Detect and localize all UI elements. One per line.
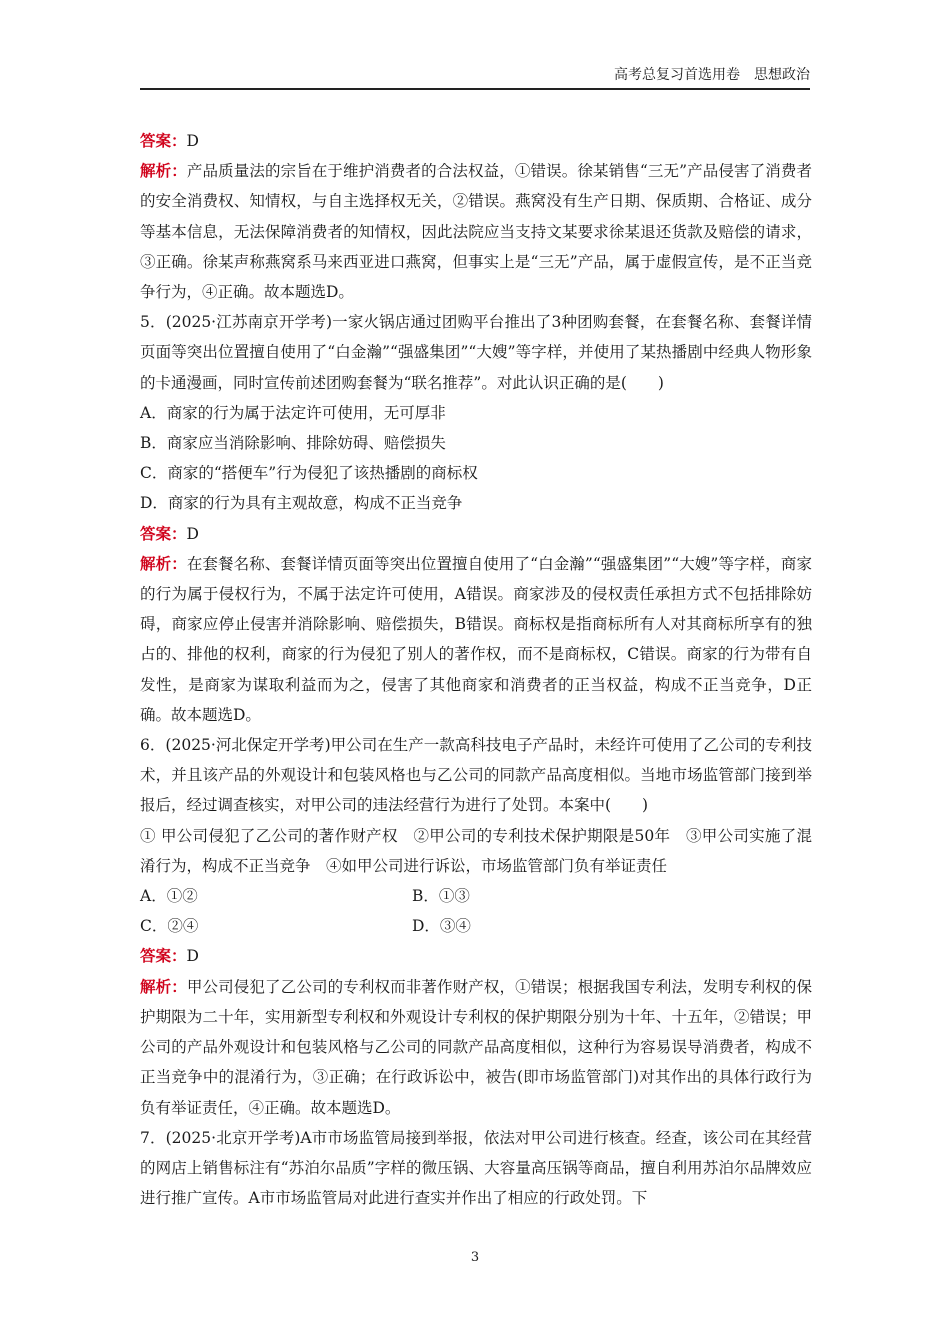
q6-option-a: A．①② bbox=[140, 887, 198, 906]
answer-value: D bbox=[186, 132, 199, 150]
analysis-label: 解析： bbox=[140, 161, 187, 181]
header-title: 高考总复习首选用卷 思想政治 bbox=[614, 67, 810, 83]
answer-label: 答案： bbox=[140, 131, 187, 150]
page-content bbox=[140, 126, 812, 1213]
answer-value: D bbox=[186, 524, 199, 543]
q4-analysis bbox=[140, 156, 812, 307]
analysis-text: 在套餐名称、套餐详情页面等突出位置擅自使用了“白金瀚”“强盛集团”“大嫂”等字样，商家的行为属于侵权行为，不属于法定许可使用，A错误。商家涉及的侵权责任承担方式不包括排除妨碍，商家应停止侵害并消除影响、赔偿损失，B错误。商标权是指商标所有人对其商标所享有的独占的、排他的权利，商家的行为侵犯了别人的著作权，而不是商标权，C错误。商家的行为带有自发性，是商家为谋取利益而为之，侵害了其他商家和消费者的正当权益，构成不正当竞争，D正确。故本题选D。 bbox=[140, 554, 812, 724]
analysis-label: 解析： bbox=[140, 553, 187, 573]
q6-option-b: B．①③ bbox=[412, 887, 470, 906]
q6-option-d: D．③④ bbox=[412, 917, 471, 936]
analysis-text: 甲公司侵犯了乙公司的专利权而非著作财产权，①错误；根据我国专利法，发明专利权的保护期限为二十年，实用新型专利权和外观设计专利权的保护期限分别为十年、十五年，②错误；甲公司的产品外观设计和包装风格与乙公司的同款产品高度相似，这种行为容易误导消费者，构成不正当竞争中的混淆行为，③正确；在行政诉讼中，被告(即市场监管部门)对其作出的具体行政行为负有举证责任，④正确。故本题选D。 bbox=[140, 977, 812, 1117]
q6-statements: ① 甲公司侵犯了乙公司的著作财产权 ②甲公司的专利技术保护期限是50年 ③甲公司实施了混淆行为，构成不正当竞争 ④如甲公司进行诉讼，市场监管部门负有举证责任 bbox=[140, 826, 812, 875]
answer-label: 答案： bbox=[140, 946, 187, 966]
answer-value: D bbox=[186, 947, 199, 966]
q4-answer bbox=[140, 126, 812, 156]
q6-analysis bbox=[140, 972, 812, 1123]
analysis-text: 产品质量法的宗旨在于维护消费者的合法权益，①错误。徐某销售“三无”产品侵害了消费者的安全消费权、知情权，与自主选择权无关，②错误。燕窝没有生产日期、保质期、合格证、成分等基本信息，无法保障消费者的知情权，因此法院应当支持文某要求徐某退还货款及赔偿的请求，③正确。徐某声称燕窝系马来西亚进口燕窝，但事实上是“三无”产品，属于虚假宣传，是不正当竞争行为，④正确。故本题选D。 bbox=[140, 162, 812, 302]
q7-stem: 7．(2025·北京开学考)A市市场监管局接到举报，依法对甲公司进行核查。经查，该公司在其经营的网店上销售标注有“苏泊尔品质”字样的微压锅、大容量高压锅等商品，擅自利用苏泊尔品牌效应进行推广宣传。A市市场监管局对此进行查实并作出了相应的行政处罚。下 bbox=[140, 1128, 812, 1208]
q6-option-c: C．②④ bbox=[140, 917, 199, 936]
q5-stem: 5．(2025·江苏南京开学考)一家火锅店通过团购平台推出了3种团购套餐，在套餐名称、套餐详情页面等突出位置擅自使用了“白金瀚”“强盛集团”“大嫂”等字样，并使用了某热播剧中经典人物形象的卡通漫画，同时宣传前述团购套餐为“联名推荐”。对此认识正确的是( ) bbox=[140, 313, 812, 392]
q5-answer bbox=[140, 519, 812, 549]
q5-analysis bbox=[140, 549, 812, 730]
answer-label: 答案： bbox=[140, 523, 187, 543]
running-header bbox=[140, 66, 810, 90]
q6-answer bbox=[140, 941, 812, 971]
q5-option-d: D．商家的行为具有主观故意，构成不正当竞争 bbox=[140, 494, 463, 513]
q5-option-a: A．商家的行为属于法定许可使用，无可厚非 bbox=[140, 403, 446, 422]
q5-option-c: C．商家的“搭便车”行为侵犯了该热播剧的商标权 bbox=[140, 464, 478, 483]
analysis-label: 解析： bbox=[140, 976, 187, 996]
q6-options-row-1 bbox=[140, 881, 812, 911]
q6-options-row-2 bbox=[140, 911, 812, 941]
q5-option-b: B．商家应当消除影响、排除妨碍、赔偿损失 bbox=[140, 434, 446, 453]
q6-stem: 6．(2025·河北保定开学考)甲公司在生产一款高科技电子产品时，未经许可使用了乙公司的专利技术，并且该产品的外观设计和包装风格也与乙公司的同款产品高度相似。当地市场监管部门接到举报后，经过调查核实，对甲公司的违法经营行为进行了处罚。本案中( ) bbox=[140, 736, 812, 815]
page-number: 3 bbox=[470, 1250, 480, 1265]
